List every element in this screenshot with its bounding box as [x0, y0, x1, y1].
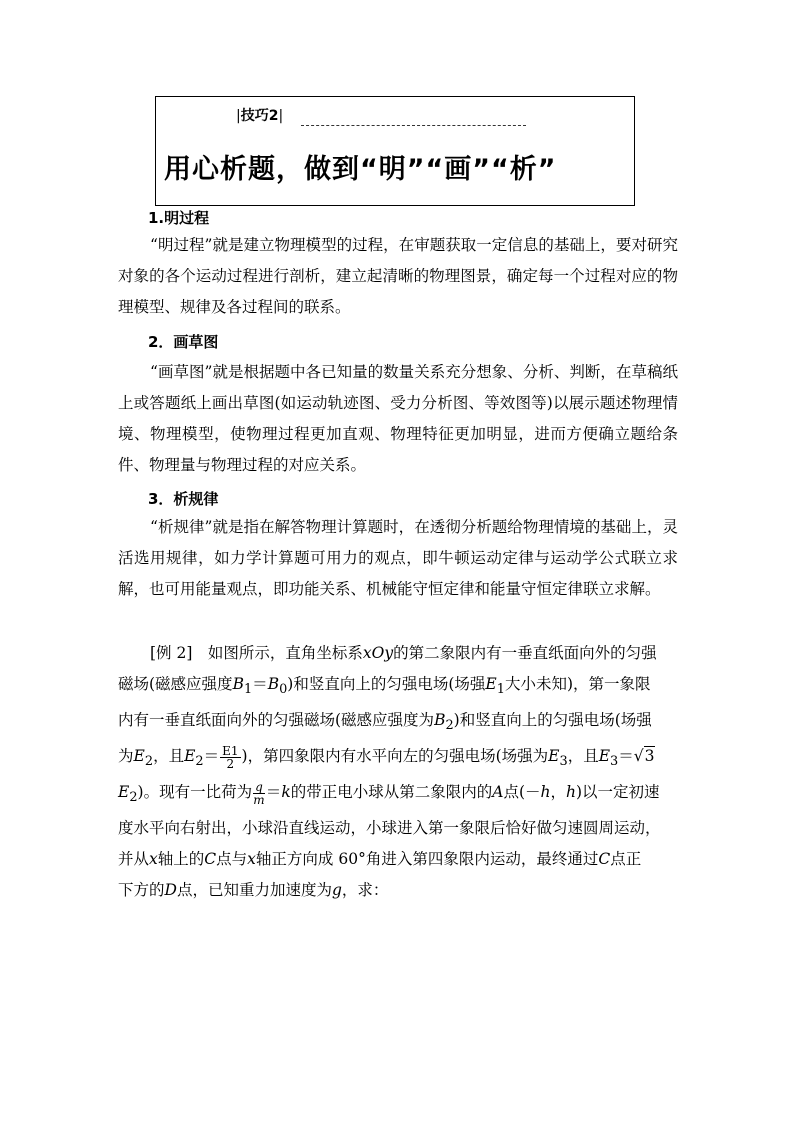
section-body-3: “析规律”就是指在解答物理计算题时，在透彻分析题给物理情境的基础上，灵活选用规律，如力学计算题可用力的观点，即牛顿运动定律与运动学公式联立求解，也可用能量观点，即功能关系、机械能守恒定律和能量守恒定律联立求解。 — [118, 518, 678, 598]
fraction-q-over-m: $\frac{q}{m}$ — [253, 779, 265, 807]
example-line-4: 为$E_2$，且$E_2=$ $\frac{E1}{2}$ )，第四象限内有水平向左的匀强电场(场强为$E_3$，且$E_3=√3$ — [118, 743, 655, 771]
section-heading-1: 1.明过程 — [148, 209, 210, 227]
tag-right-bar: | — [278, 108, 284, 124]
tip-tag — [236, 105, 283, 125]
example-line-2: 磁场(磁感应强度$B_1=B_0$)和竖直向上的匀强电场(场强$E_1$大小未知)，第一象限 — [118, 675, 651, 698]
page-title: 用心析题，做到“明”“画”“析” — [164, 154, 557, 185]
section-heading-3: 3．析规律 — [148, 490, 219, 508]
tag-text: 技巧2 — [240, 108, 279, 124]
example-line-3: 内有一垂直纸面向外的匀强磁场(磁感应强度为$B_2$)和竖直向上的匀强电场(场强 — [118, 711, 652, 734]
tag-left-bar: | — [236, 108, 241, 124]
tip-header-box — [155, 96, 635, 206]
example-line-6: 度水平向右射出，小球沿直线运动，小球进入第一象限后恰好做匀速圆周运动， — [118, 819, 661, 838]
example-label: [例 2] — [150, 644, 193, 662]
fraction-e1-over-2: $\frac{E1}{2}$ — [222, 743, 239, 771]
section-heading-2: 2．画草图 — [148, 333, 219, 351]
example-problem — [118, 638, 680, 906]
example-line-1: [例 2] 如图所示，直角坐标系xOy的第二象限内有一垂直纸面向外的匀强 — [150, 644, 657, 662]
example-line-7: 并从x轴上的C点与x轴正方向成 60°角进入第四象限内运动，最终通过C点正 — [118, 850, 642, 869]
example-line-8: 下方的D点，已知重力加速度为g，求： — [118, 881, 389, 900]
tag-dashed-rule — [301, 125, 526, 126]
section-body-1: “明过程”就是建立物理模型的过程，在审题获取一定信息的基础上，要对研究对象的各个运动过程进行剖析，建立起清晰的物理图景，确定每一个过程对应的物理模型、规律及各过程间的联系。 — [118, 236, 678, 316]
section-body-2: “画草图”就是根据题中各已知量的数量关系充分想象、分析、判断，在草稿纸上或答题纸上画出草图(如运动轨迹图、受力分析图、等效图等)以展示题述物理情境、物理模型，使物理过程更加直观、物理特征更加明显，进而方便确立题给条件、物理量与物理过程的对应关系。 — [118, 363, 678, 474]
example-line-5: $E_2$)。现有一比荷为 $\frac{q}{m}$ ＝k的带正电小球从第二象限内的A点(－h，h)以一定初速 — [118, 779, 660, 807]
